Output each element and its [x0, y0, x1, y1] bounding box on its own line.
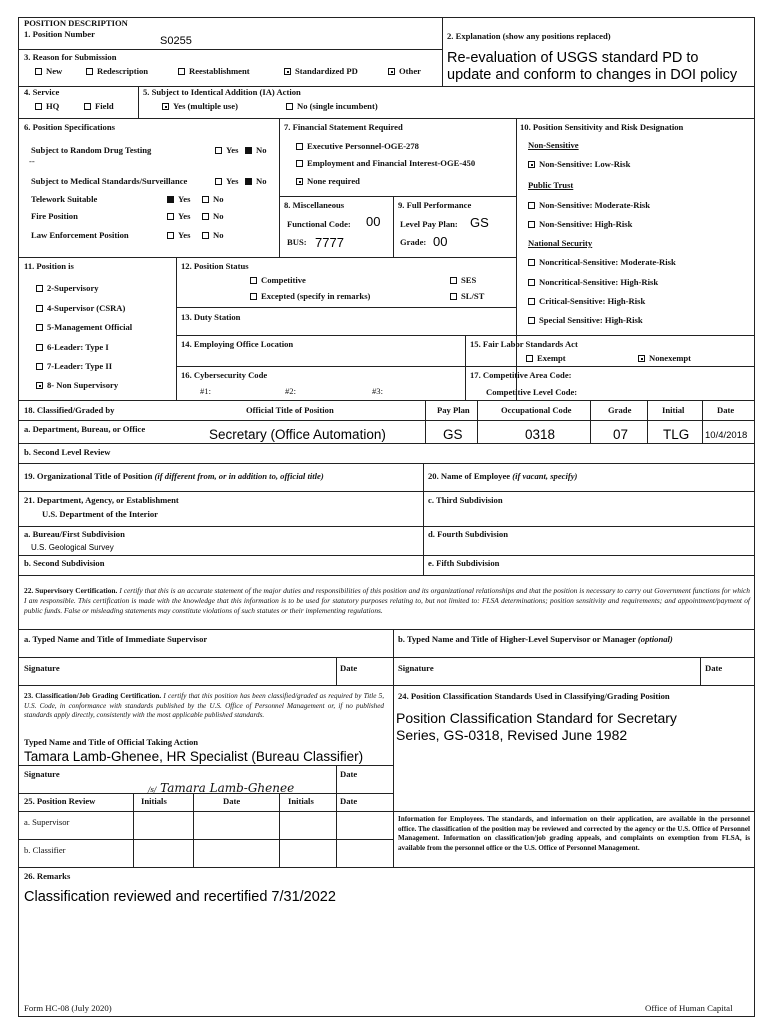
cat-non-sensitive: Non-Sensitive	[528, 140, 579, 150]
standards-used-value[interactable]: Position Classification Standard for Secretary Series, GS-0318, Revised June 1982	[396, 710, 677, 743]
duty-station-label: 13. Duty Station	[181, 312, 241, 322]
checkbox-icon	[36, 285, 43, 292]
reason-other[interactable]: Other	[388, 67, 421, 77]
checkbox-icon	[215, 178, 222, 185]
bureau-label: a. Bureau/First Subdivision	[24, 529, 125, 539]
header-initial: Initial	[662, 405, 685, 415]
official-action-label: Typed Name and Title of Official Taking Action	[24, 737, 199, 747]
sens-noncritical-moderate[interactable]: Noncritical-Sensitive: Moderate-Risk	[528, 258, 676, 268]
classifier-signature: /s/ Tamara Lamb-Ghenee	[148, 781, 295, 795]
full-performance-label: 9. Full Performance	[398, 200, 472, 210]
pos-management[interactable]: 5-Management Official	[36, 323, 132, 333]
fourth-subdivision-label: d. Fourth Subdivision	[428, 529, 509, 539]
cat-national-security: National Security	[528, 238, 593, 248]
filled-checkbox-icon	[245, 178, 252, 185]
manager-date-label: Date	[705, 663, 723, 673]
pay-plan-cell[interactable]: GS	[443, 427, 463, 442]
status-excepted[interactable]: Excepted (specify in remarks)	[250, 292, 370, 302]
grade-cell[interactable]: 07	[613, 427, 629, 442]
checkbox-icon	[528, 317, 535, 324]
classification-certification: 23. Classification/Job Grading Certification. I certify that this position has been classified/graded as required by Title 5, U.S. Code, in conformance with standards published by the U.S. Office of Personnel Management or, if no published standards apply directly, consistently with the most applicable published standards.	[24, 692, 385, 719]
checked-checkbox-icon	[284, 68, 291, 75]
checkbox-icon	[86, 68, 93, 75]
status-slst[interactable]: SL/ST	[450, 292, 484, 302]
pos-non-supervisory[interactable]: 8- Non Supervisory	[36, 381, 118, 391]
cat-public-trust: Public Trust	[528, 180, 574, 190]
bus-value[interactable]: 7777	[315, 235, 344, 250]
telework-yes[interactable]: Yes	[167, 195, 190, 205]
flsa-exempt[interactable]: Exempt	[526, 354, 566, 364]
financial-oge450[interactable]: Employment and Financial Interest-OGE-450	[296, 159, 475, 169]
row-second-level: b. Second Level Review	[24, 447, 111, 457]
checkbox-icon	[202, 196, 209, 203]
checkbox-icon	[296, 160, 303, 167]
checked-checkbox-icon	[528, 161, 535, 168]
checkbox-icon	[36, 324, 43, 331]
explanation-value[interactable]: Re-evaluation of USGS standard PD to update and conform to changes in DOI policy	[447, 50, 738, 83]
checkbox-icon	[202, 213, 209, 220]
department-value[interactable]: U.S. Department of the Interior	[42, 509, 158, 519]
higher-supervisor-label: b. Typed Name and Title of Higher-Level Supervisor or Manager (optional)	[398, 634, 673, 644]
drug-dash: --	[29, 156, 35, 166]
checked-checkbox-icon	[388, 68, 395, 75]
classifier-date-label: Date	[340, 769, 358, 779]
employee-information: Information for Employees. The standards, and information on their application, are available in the personnel office. The classification of the position may be reviewed and corrected by the agency or the U.S. Office of Personnel Management. Information on classification/job grading appeals, and complaints on exemption from FLSA, is available from the personnel office or the U.S. Office of Personnel Management.	[398, 815, 750, 852]
position-number-label: 1. Position Number	[24, 29, 95, 39]
header-official-title: Official Title of Position	[246, 405, 334, 415]
cyber-code-3[interactable]: #3:	[372, 386, 383, 396]
header-pay-plan: Pay Plan	[437, 405, 470, 415]
financial-oge278[interactable]: Executive Personnel-OGE-278	[296, 142, 419, 152]
checkbox-icon	[296, 143, 303, 150]
pos-leader-1[interactable]: 6-Leader: Type I	[36, 343, 109, 353]
checkbox-icon	[528, 259, 535, 266]
ia-no[interactable]: No (single incumbent)	[286, 102, 378, 112]
position-specs-label: 6. Position Specifications	[24, 122, 115, 132]
supervisor-signature-label: Signature	[24, 663, 60, 673]
remarks-value[interactable]: Classification reviewed and recertified 7/31/2022	[24, 889, 336, 905]
pay-plan-value[interactable]: GS	[470, 215, 489, 230]
supervisory-certification: 22. Supervisory Certification. I certify that this is an accurate statement of the major duties and responsibilities of this position and its organizational relationships and that the position is necessary to carry out Government functions for which I am responsible. This certification is made with the knowledge that this information is to be used for statutory purposes relating to, but not limited to: FLSA determinations; position sensitivity and requirements; and appointment/payment of public funds. False or misleading statements may constitute violations of such statutes or their implementing regulations.	[24, 586, 750, 615]
checkbox-icon	[35, 68, 42, 75]
classified-by-label: 18. Classified/Graded by	[24, 405, 115, 415]
initial-cell[interactable]: TLG	[663, 427, 690, 442]
form-number: Form HC-08 (July 2020)	[24, 1003, 112, 1013]
financial-label: 7. Financial Statement Required	[284, 122, 403, 132]
review-initials-1: Initials	[141, 796, 167, 806]
checkbox-icon	[167, 213, 174, 220]
manager-signature-label: Signature	[398, 663, 434, 673]
checkbox-icon	[526, 355, 533, 362]
position-status-label: 12. Position Status	[181, 261, 249, 271]
fire-no[interactable]: No	[202, 212, 224, 222]
review-supervisor: a. Supervisor	[24, 817, 70, 827]
functional-code-value[interactable]: 00	[366, 214, 381, 229]
standards-used-label: 24. Position Classification Standards Used in Classifying/Grading Position	[398, 691, 670, 701]
employing-office-label: 14. Employing Office Location	[181, 339, 294, 349]
checkbox-icon	[286, 103, 293, 110]
misc-label: 8. Miscellaneous	[284, 200, 345, 210]
drug-no[interactable]: No	[245, 146, 267, 156]
sens-moderate-risk[interactable]: Non-Sensitive: Moderate-Risk	[528, 201, 650, 211]
employee-name-label: 20. Name of Employee (if vacant, specify)	[428, 471, 578, 481]
competitive-level-label: Competitive Level Code:	[486, 387, 578, 397]
third-subdivision-label: c. Third Subdivision	[428, 495, 503, 505]
medical-no[interactable]: No	[245, 177, 267, 187]
checkbox-icon	[178, 68, 185, 75]
header-date: Date	[717, 405, 735, 415]
checkbox-icon	[202, 232, 209, 239]
sens-special-high[interactable]: Special Sensitive: High-Risk	[528, 316, 643, 326]
bureau-value[interactable]: U.S. Geological Survey	[31, 543, 114, 552]
checked-checkbox-icon	[162, 103, 169, 110]
reason-label: 3. Reason for Submission	[24, 52, 117, 62]
pos-supervisory[interactable]: 2-Supervisory	[36, 284, 99, 294]
review-date-1: Date	[223, 796, 241, 806]
cyber-code-2[interactable]: #2:	[285, 386, 296, 396]
drug-testing-label: Subject to Random Drug Testing	[31, 145, 152, 155]
fire-label: Fire Position	[31, 211, 78, 221]
sens-low-risk[interactable]: Non-Sensitive: Low-Risk	[528, 160, 630, 170]
reason-new[interactable]: New	[35, 67, 62, 77]
status-competitive[interactable]: Competitive	[250, 276, 306, 286]
org-title-label: 19. Organizational Title of Position (if different from, or in addition to, official title)	[24, 471, 324, 481]
filled-checkbox-icon	[167, 196, 174, 203]
filled-checkbox-icon	[245, 147, 252, 154]
header-occ-code: Occupational Code	[501, 405, 572, 415]
reason-redescription[interactable]: Redescription	[86, 67, 148, 77]
department-label: 21. Department, Agency, or Establishment	[24, 495, 179, 505]
pos-supervisor-csra[interactable]: 4-Supervisor (CSRA)	[36, 304, 125, 314]
telework-label: Telework Suitable	[31, 194, 98, 204]
occ-code-cell[interactable]: 0318	[525, 427, 556, 442]
checkbox-icon	[36, 344, 43, 351]
checkbox-icon	[84, 103, 91, 110]
checkbox-icon	[215, 147, 222, 154]
flsa-nonexempt[interactable]: Nonexempt	[638, 354, 691, 364]
checkbox-icon	[528, 221, 535, 228]
row-dept-bureau: a. Department, Bureau, or Office	[24, 424, 146, 434]
reason-standardized[interactable]: Standardized PD	[284, 67, 358, 77]
sens-noncritical-high[interactable]: Noncritical-Sensitive: High-Risk	[528, 278, 658, 288]
law-yes[interactable]: Yes	[167, 231, 190, 241]
fire-yes[interactable]: Yes	[167, 212, 190, 222]
second-subdivision-label: b. Second Subdivision	[24, 558, 105, 568]
checkbox-icon	[250, 293, 257, 300]
classifier-signature-label: Signature	[24, 769, 60, 779]
sensitivity-label: 10. Position Sensitivity and Risk Designation	[520, 122, 684, 132]
classifier-name[interactable]: Tamara Lamb-Ghenee, HR Specialist (Bureau Classifier)	[24, 749, 364, 764]
checkbox-icon	[528, 298, 535, 305]
ia-yes[interactable]: Yes (multiple use)	[162, 102, 238, 112]
bus-label: BUS:	[287, 237, 307, 247]
reason-reestablishment[interactable]: Reestablishment	[178, 67, 250, 77]
service-hq[interactable]: HQ	[35, 102, 59, 112]
checked-checkbox-icon	[638, 355, 645, 362]
checkbox-icon	[528, 202, 535, 209]
remarks-label: 26. Remarks	[24, 871, 71, 881]
cyber-code-1[interactable]: #1:	[200, 386, 211, 396]
service-field[interactable]: Field	[84, 102, 114, 112]
drug-yes[interactable]: Yes	[215, 146, 238, 156]
immediate-supervisor-label: a. Typed Name and Title of Immediate Supervisor	[24, 634, 208, 644]
law-no[interactable]: No	[202, 231, 224, 241]
ia-action-label: 5. Subject to Identical Addition (IA) Action	[143, 87, 301, 97]
telework-no[interactable]: No	[202, 195, 224, 205]
cybersecurity-label: 16. Cybersecurity Code	[181, 370, 268, 380]
flsa-label: 15. Fair Labor Standards Act	[470, 339, 578, 349]
financial-none[interactable]: None required	[296, 177, 360, 187]
checked-checkbox-icon	[36, 382, 43, 389]
functional-code-label: Functional Code:	[287, 219, 351, 229]
position-review-label: 25. Position Review	[24, 796, 96, 806]
checkbox-icon	[35, 103, 42, 110]
checkbox-icon	[450, 277, 457, 284]
medical-yes[interactable]: Yes	[215, 177, 238, 187]
competitive-area-label: 17. Competitive Area Code:	[470, 370, 572, 380]
explanation-label: 2. Explanation (show any positions replaced)	[447, 31, 611, 41]
review-date-2: Date	[340, 796, 358, 806]
review-classifier: b. Classifier	[24, 845, 66, 855]
checkbox-icon	[528, 279, 535, 286]
checkbox-icon	[36, 305, 43, 312]
sens-critical-high[interactable]: Critical-Sensitive: High-Risk	[528, 297, 645, 307]
position-number-value[interactable]: S0255	[160, 35, 192, 47]
grade-label: Grade:	[400, 237, 427, 247]
grade-value[interactable]: 00	[433, 234, 448, 249]
header-grade: Grade	[608, 405, 632, 415]
form-title: POSITION DESCRIPTION	[24, 18, 128, 28]
pay-plan-label: Level Pay Plan:	[400, 219, 458, 229]
office-name: Office of Human Capital	[645, 1003, 733, 1013]
service-label: 4. Service	[24, 87, 60, 97]
review-initials-2: Initials	[288, 796, 314, 806]
checkbox-icon	[450, 293, 457, 300]
date-cell[interactable]: 10/4/2018	[705, 430, 748, 441]
sens-high-risk[interactable]: Non-Sensitive: High-Risk	[528, 220, 632, 230]
official-title-value[interactable]: Secretary (Office Automation)	[209, 427, 386, 442]
position-is-label: 11. Position is	[24, 261, 74, 271]
pos-leader-2[interactable]: 7-Leader: Type II	[36, 362, 112, 372]
medical-label: Subject to Medical Standards/Surveillance	[31, 176, 188, 186]
checkbox-icon	[167, 232, 174, 239]
checkbox-icon	[250, 277, 257, 284]
supervisor-date-label: Date	[340, 663, 358, 673]
checked-checkbox-icon	[296, 178, 303, 185]
status-ses[interactable]: SES	[450, 276, 476, 286]
fifth-subdivision-label: e. Fifth Subdivision	[428, 558, 500, 568]
law-label: Law Enforcement Position	[31, 230, 129, 240]
checkbox-icon	[36, 363, 43, 370]
